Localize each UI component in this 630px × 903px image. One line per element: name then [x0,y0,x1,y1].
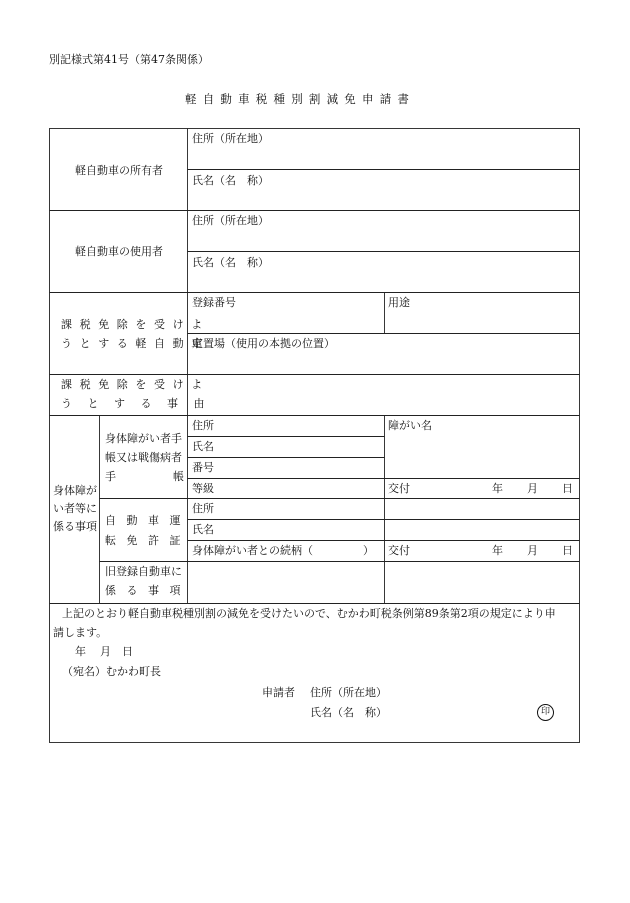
handbook-name-label: 氏名 [192,440,214,453]
license-label-line1: 自動車運 [105,514,191,527]
applicant-name-label: 氏名（名 称） [310,706,387,719]
vehicle-header-line2: うとする軽自動車 [61,337,210,350]
handbook-label-line1: 身体障がい者手 [105,432,182,445]
vehicle-header-line1: 課税免除を受けよ [61,318,210,331]
handbook-issued-label: 交付 [388,482,410,495]
license-name-label: 氏名 [192,523,214,536]
form-number: 別記様式第41号（第47条関係） [49,53,209,66]
owner-name-label: 氏名（名 称） [192,174,269,187]
form-title: 軽自動車税種別割減免申請書 [185,92,416,106]
relation-label: 身体障がい者との続柄（ [192,544,313,557]
storage-location-label: 定置場（使用の本拠の位置） [192,337,335,350]
handbook-label-line2: 帳又は戦傷病者 [105,451,182,464]
license-issued-day: 日 [562,544,573,557]
date-year: 年 [75,645,86,658]
license-address-label: 住所 [192,502,214,515]
handbook-label-line3a: 手 [105,470,116,483]
reason-header-line1: 課税免除を受けよ [61,378,210,391]
seal-mark: 印 [537,704,554,721]
declaration-line2: 請します。 [53,626,108,639]
date-day: 日 [122,645,133,658]
owner-address-label: 住所（所在地） [192,132,269,145]
user-header: 軽自動車の使用者 [75,245,163,258]
disability-header-line1: 身体障が [53,484,97,497]
handbook-number-label: 番号 [192,461,214,474]
handbook-grade-label: 等級 [192,482,214,495]
handbook-issued-month: 月 [527,482,538,495]
usage-label: 用途 [388,296,410,309]
disability-name-label: 障がい名 [388,419,432,432]
reason-header-line2: うとする事由 [61,397,220,410]
license-issued-label: 交付 [388,544,410,557]
date-month: 月 [100,645,111,658]
handbook-label-line3b: 帳 [173,470,184,483]
owner-header: 軽自動車の所有者 [75,164,163,177]
old-vehicle-label-line2: 係る事項 [105,584,191,597]
user-name-label: 氏名（名 称） [192,256,269,269]
disability-header-line3: 係る事項 [53,520,97,533]
license-issued-year: 年 [492,544,503,557]
handbook-address-label: 住所 [192,419,214,432]
license-label-line2: 転免許証 [105,534,191,547]
handbook-issued-day: 日 [562,482,573,495]
disability-header-line2: い者等に [53,502,97,515]
handbook-issued-year: 年 [492,482,503,495]
addressee: （宛名）むかわ町長 [62,665,161,678]
user-address-label: 住所（所在地） [192,214,269,227]
applicant-address-label: 住所（所在地） [310,686,387,699]
registration-number-label: 登録番号 [192,296,236,309]
relation-close: ） [363,544,374,557]
old-vehicle-label-line1: 旧登録自動車に [105,565,182,578]
applicant-label: 申請者 [262,686,295,699]
license-issued-month: 月 [527,544,538,557]
declaration-line1: 上記のとおり軽自動車税種別割の減免を受けたいので、むかわ町税条例第89条第2項の規定により申 [62,607,556,620]
